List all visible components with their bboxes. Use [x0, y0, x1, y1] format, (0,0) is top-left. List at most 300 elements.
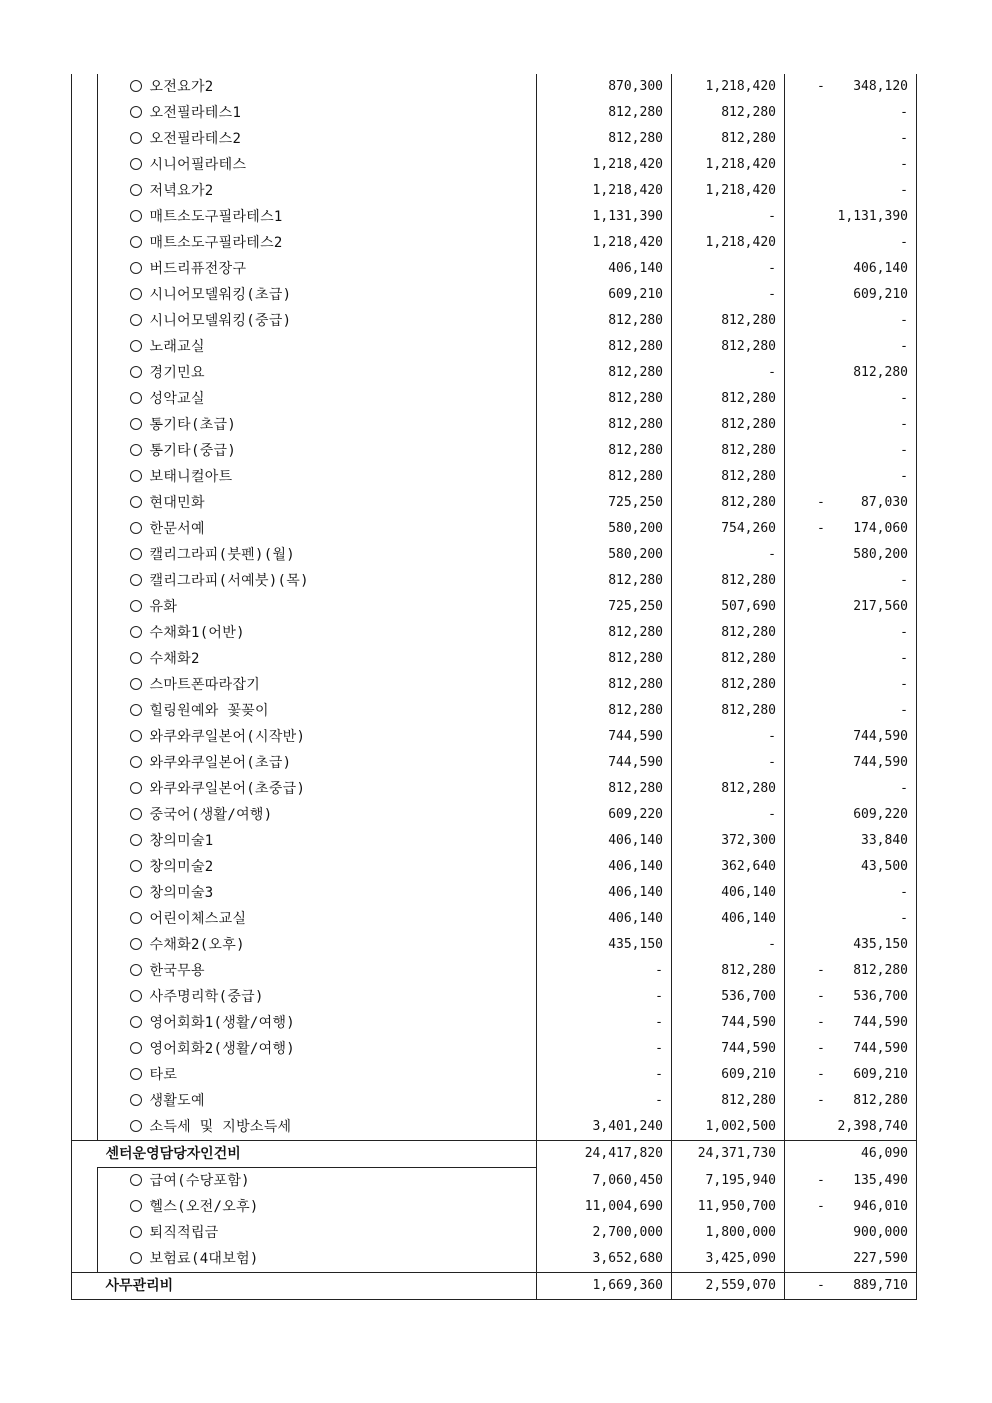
indent-outer: [72, 698, 98, 724]
item-label: 영어회화2(생활/여행): [149, 1041, 296, 1057]
item-label: 수채화1(어반): [149, 625, 245, 641]
item-label-cell: [120, 516, 537, 542]
indent-outer: [72, 334, 98, 360]
indent-inner: [98, 1088, 120, 1114]
budget-cell: 725,250: [537, 594, 672, 620]
variance-cell: [785, 1168, 917, 1195]
budget-cell: 406,140: [537, 854, 672, 880]
actual-cell: 812,280: [672, 464, 785, 490]
variance-cell: [785, 1062, 917, 1088]
item-label-cell: [120, 568, 537, 594]
negative-sign: -: [817, 1172, 825, 1188]
budget-cell: 725,250: [537, 490, 672, 516]
circle-bullet-icon: [130, 236, 142, 248]
item-label-cell: [120, 308, 537, 334]
actual-cell: -: [672, 204, 785, 230]
line-item-row: [72, 542, 917, 568]
indent-inner: [98, 152, 120, 178]
item-label: 버드리퓨전장구: [149, 261, 247, 277]
actual-cell: 812,280: [672, 334, 785, 360]
variance-cell: [785, 100, 917, 126]
circle-bullet-icon: [130, 106, 142, 118]
indent-outer: [72, 958, 98, 984]
indent-outer: [72, 1114, 98, 1141]
item-label: 오전요가2: [149, 79, 214, 95]
variance-value: 900,000: [853, 1225, 908, 1240]
variance-cell: [785, 308, 917, 334]
variance-cell: [785, 646, 917, 672]
circle-bullet-icon: [130, 1226, 142, 1238]
budget-cell: 406,140: [537, 880, 672, 906]
indent-inner: [98, 724, 120, 750]
item-label-cell: [120, 490, 537, 516]
variance-value: -: [900, 131, 908, 146]
variance-value: 43,500: [861, 859, 908, 874]
item-label-cell: [120, 906, 537, 932]
indent-outer: [72, 308, 98, 334]
line-item-row: [72, 74, 917, 100]
variance-value: 435,150: [853, 937, 908, 952]
indent-outer: [72, 724, 98, 750]
variance-value: -: [900, 313, 908, 328]
budget-cell: 609,210: [537, 282, 672, 308]
item-label-cell: [120, 1062, 537, 1088]
indent-outer: [72, 360, 98, 386]
circle-bullet-icon: [130, 288, 142, 300]
indent-inner: [98, 984, 120, 1010]
item-label-cell: [120, 282, 537, 308]
item-label-cell: [120, 1220, 537, 1246]
variance-value: 580,200: [853, 547, 908, 562]
section-header-row: [72, 1273, 917, 1300]
variance-cell: [785, 1220, 917, 1246]
budget-cell: 744,590: [537, 750, 672, 776]
item-label: 영어회화1(생활/여행): [149, 1015, 296, 1031]
actual-cell: 362,640: [672, 854, 785, 880]
variance-cell: [785, 932, 917, 958]
indent-inner: [98, 542, 120, 568]
indent-inner: [98, 828, 120, 854]
indent-outer: [72, 152, 98, 178]
budget-cell: 812,280: [537, 100, 672, 126]
line-item-row: [72, 802, 917, 828]
item-label: 수채화2: [149, 651, 200, 667]
indent-inner: [98, 568, 120, 594]
variance-value: -: [900, 391, 908, 406]
indent-inner: [98, 360, 120, 386]
item-label-cell: [120, 1168, 537, 1195]
item-label: 보험료(4대보험): [149, 1251, 259, 1267]
indent-outer: [72, 230, 98, 256]
negative-sign: -: [817, 1041, 825, 1056]
actual-cell: 536,700: [672, 984, 785, 1010]
item-label: 저녁요가2: [149, 183, 214, 199]
item-label-cell: [120, 126, 537, 152]
budget-cell: 3,652,680: [537, 1246, 672, 1273]
variance-value: 87,030: [861, 495, 908, 510]
variance-cell: [785, 672, 917, 698]
negative-sign: -: [817, 495, 825, 510]
actual-cell: -: [672, 256, 785, 282]
variance-value: -: [900, 235, 908, 250]
circle-bullet-icon: [130, 80, 142, 92]
line-item-row: [72, 1088, 917, 1114]
indent-inner: [98, 1114, 120, 1141]
item-label: 경기민요: [149, 365, 205, 381]
indent-inner: [98, 802, 120, 828]
item-label: 시니어모델워킹(중급): [149, 313, 292, 329]
budget-cell: 812,280: [537, 308, 672, 334]
actual-cell: 812,280: [672, 126, 785, 152]
variance-value: 744,590: [853, 729, 908, 744]
variance-cell: [785, 1141, 917, 1168]
item-label: 노래교실: [149, 339, 205, 355]
actual-cell: -: [672, 360, 785, 386]
circle-bullet-icon: [130, 1252, 142, 1264]
actual-cell: -: [672, 750, 785, 776]
section-indent: [72, 1141, 98, 1168]
variance-value: 217,560: [853, 599, 908, 614]
indent-inner: [98, 1168, 120, 1195]
circle-bullet-icon: [130, 184, 142, 196]
negative-sign: -: [817, 963, 825, 978]
actual-cell: 1,218,420: [672, 152, 785, 178]
variance-value: 33,840: [861, 833, 908, 848]
budget-cell: 609,220: [537, 802, 672, 828]
variance-value: 744,590: [853, 1041, 908, 1056]
item-label: 현대민화: [149, 495, 205, 511]
actual-cell: 812,280: [672, 1088, 785, 1114]
indent-outer: [72, 802, 98, 828]
item-label-cell: [120, 620, 537, 646]
indent-outer: [72, 464, 98, 490]
item-label-cell: [120, 776, 537, 802]
indent-outer: [72, 750, 98, 776]
indent-inner: [98, 932, 120, 958]
section-header-row: [72, 1141, 917, 1168]
indent-inner: [98, 412, 120, 438]
variance-cell: [785, 490, 917, 516]
item-label: 수채화2(오후): [149, 937, 245, 953]
indent-inner: [98, 308, 120, 334]
variance-cell: [785, 802, 917, 828]
line-item-row: [72, 1010, 917, 1036]
variance-value: -: [900, 339, 908, 354]
variance-value: -: [900, 157, 908, 172]
variance-value: -: [900, 625, 908, 640]
circle-bullet-icon: [130, 496, 142, 508]
line-item-row: [72, 490, 917, 516]
budget-cell: -: [537, 984, 672, 1010]
circle-bullet-icon: [130, 158, 142, 170]
variance-value: 536,700: [853, 989, 908, 1004]
indent-inner: [98, 464, 120, 490]
circle-bullet-icon: [130, 1200, 142, 1212]
item-label-cell: [120, 958, 537, 984]
line-item-row: [72, 282, 917, 308]
variance-cell: [785, 698, 917, 724]
variance-value: -: [900, 417, 908, 432]
variance-value: 46,090: [861, 1146, 908, 1162]
indent-inner: [98, 1036, 120, 1062]
item-label: 창의미술2: [149, 859, 214, 875]
item-label: 타로: [149, 1067, 178, 1083]
line-item-row: [72, 672, 917, 698]
indent-inner: [98, 74, 120, 100]
indent-outer: [72, 100, 98, 126]
line-item-row: [72, 334, 917, 360]
item-label: 힐링원예와 꽃꽂이: [149, 703, 269, 719]
budget-cell: 744,590: [537, 724, 672, 750]
indent-outer: [72, 906, 98, 932]
indent-outer: [72, 568, 98, 594]
circle-bullet-icon: [130, 912, 142, 924]
line-item-row: [72, 906, 917, 932]
variance-value: 135,490: [853, 1172, 908, 1188]
circle-bullet-icon: [130, 1068, 142, 1080]
line-item-row: [72, 464, 917, 490]
indent-inner: [98, 334, 120, 360]
budget-cell: 406,140: [537, 256, 672, 282]
variance-value: 744,590: [853, 755, 908, 770]
circle-bullet-icon: [130, 704, 142, 716]
line-item-row: [72, 750, 917, 776]
variance-cell: [785, 438, 917, 464]
variance-value: 609,210: [853, 1067, 908, 1082]
item-label: 창의미술3: [149, 885, 214, 901]
line-item-row: [72, 100, 917, 126]
actual-cell: 1,800,000: [672, 1220, 785, 1246]
budget-cell: 812,280: [537, 672, 672, 698]
indent-inner: [98, 646, 120, 672]
indent-outer: [72, 1220, 98, 1246]
variance-cell: [785, 828, 917, 854]
item-label: 매트소도구필라테스2: [149, 235, 283, 251]
circle-bullet-icon: [130, 1174, 142, 1186]
budget-cell: 24,417,820: [537, 1141, 672, 1168]
variance-value: -: [900, 469, 908, 484]
indent-inner: [98, 1062, 120, 1088]
variance-cell: [785, 516, 917, 542]
line-item-row: [72, 256, 917, 282]
line-item-row: [72, 958, 917, 984]
item-label: 보태니컬아트: [149, 469, 233, 485]
indent-outer: [72, 932, 98, 958]
budget-cell: 435,150: [537, 932, 672, 958]
variance-value: 889,710: [853, 1278, 908, 1293]
line-item-row: [72, 1062, 917, 1088]
circle-bullet-icon: [130, 262, 142, 274]
section-label: 센터운영담당자인건비: [98, 1141, 537, 1168]
variance-value: 744,590: [853, 1015, 908, 1030]
variance-value: -: [900, 573, 908, 588]
negative-sign: -: [817, 1278, 825, 1293]
variance-cell: [785, 906, 917, 932]
indent-outer: [72, 516, 98, 542]
variance-value: 227,590: [853, 1251, 908, 1266]
actual-cell: 812,280: [672, 646, 785, 672]
actual-cell: 812,280: [672, 776, 785, 802]
variance-cell: [785, 1036, 917, 1062]
indent-outer: [72, 256, 98, 282]
circle-bullet-icon: [130, 1094, 142, 1106]
circle-bullet-icon: [130, 990, 142, 1002]
actual-cell: 3,425,090: [672, 1246, 785, 1273]
indent-outer: [72, 828, 98, 854]
circle-bullet-icon: [130, 210, 142, 222]
indent-outer: [72, 1036, 98, 1062]
variance-cell: [785, 1088, 917, 1114]
item-label: 유화: [149, 599, 178, 615]
indent-inner: [98, 958, 120, 984]
negative-sign: -: [817, 1093, 825, 1108]
item-label: 창의미술1: [149, 833, 214, 849]
item-label-cell: [120, 1194, 537, 1220]
indent-inner: [98, 880, 120, 906]
indent-inner: [98, 906, 120, 932]
indent-outer: [72, 854, 98, 880]
actual-cell: 812,280: [672, 386, 785, 412]
actual-cell: -: [672, 542, 785, 568]
actual-cell: 609,210: [672, 1062, 785, 1088]
budget-cell: 812,280: [537, 646, 672, 672]
item-label-cell: [120, 646, 537, 672]
actual-cell: -: [672, 282, 785, 308]
indent-inner: [98, 100, 120, 126]
indent-outer: [72, 178, 98, 204]
variance-value: 812,280: [853, 963, 908, 978]
line-item-row: [72, 308, 917, 334]
variance-value: 946,010: [853, 1199, 908, 1214]
line-item-row: [72, 438, 917, 464]
budget-cell: 812,280: [537, 360, 672, 386]
indent-outer: [72, 1062, 98, 1088]
actual-cell: 812,280: [672, 490, 785, 516]
line-item-row: [72, 1220, 917, 1246]
budget-table: [71, 74, 917, 1300]
indent-outer: [72, 438, 98, 464]
item-label: 생활도예: [149, 1093, 205, 1109]
actual-cell: 1,218,420: [672, 230, 785, 256]
item-label-cell: [120, 74, 537, 100]
negative-sign: -: [817, 79, 825, 94]
negative-sign: -: [817, 1015, 825, 1030]
circle-bullet-icon: [130, 1016, 142, 1028]
variance-cell: [785, 412, 917, 438]
indent-inner: [98, 516, 120, 542]
variance-cell: [785, 984, 917, 1010]
line-item-row: [72, 854, 917, 880]
line-item-row: [72, 698, 917, 724]
line-item-row: [72, 126, 917, 152]
budget-cell: 812,280: [537, 126, 672, 152]
item-label-cell: [120, 100, 537, 126]
item-label: 퇴직적립금: [149, 1225, 219, 1241]
circle-bullet-icon: [130, 132, 142, 144]
budget-cell: 812,280: [537, 698, 672, 724]
budget-cell: 1,669,360: [537, 1273, 672, 1300]
indent-inner: [98, 386, 120, 412]
actual-cell: 744,590: [672, 1036, 785, 1062]
variance-cell: [785, 282, 917, 308]
variance-cell: [785, 204, 917, 230]
actual-cell: 754,260: [672, 516, 785, 542]
line-item-row: [72, 230, 917, 256]
budget-cell: 11,004,690: [537, 1194, 672, 1220]
budget-cell: 812,280: [537, 438, 672, 464]
indent-inner: [98, 1194, 120, 1220]
line-item-row: [72, 568, 917, 594]
variance-value: 174,060: [853, 521, 908, 536]
variance-value: 609,220: [853, 807, 908, 822]
budget-cell: -: [537, 1088, 672, 1114]
item-label: 와쿠와쿠일본어(시작반): [149, 729, 306, 745]
variance-value: 348,120: [853, 79, 908, 94]
variance-value: -: [900, 443, 908, 458]
line-item-row: [72, 1194, 917, 1220]
variance-cell: [785, 568, 917, 594]
line-item-row: [72, 1036, 917, 1062]
line-item-row: [72, 1246, 917, 1273]
variance-cell: [785, 776, 917, 802]
variance-cell: [785, 152, 917, 178]
actual-cell: 812,280: [672, 308, 785, 334]
negative-sign: -: [817, 989, 825, 1004]
actual-cell: 1,002,500: [672, 1114, 785, 1141]
variance-cell: [785, 1273, 917, 1300]
circle-bullet-icon: [130, 574, 142, 586]
variance-cell: [785, 360, 917, 386]
actual-cell: 24,371,730: [672, 1141, 785, 1168]
variance-value: 812,280: [853, 1093, 908, 1108]
actual-cell: 812,280: [672, 698, 785, 724]
item-label-cell: [120, 828, 537, 854]
indent-outer: [72, 1194, 98, 1220]
indent-outer: [72, 490, 98, 516]
indent-inner: [98, 750, 120, 776]
line-item-row: [72, 516, 917, 542]
line-item-row: [72, 152, 917, 178]
actual-cell: -: [672, 724, 785, 750]
item-label: 급여(수당포함): [149, 1173, 250, 1189]
item-label: 매트소도구필라테스1: [149, 209, 283, 225]
circle-bullet-icon: [130, 418, 142, 430]
actual-cell: 812,280: [672, 412, 785, 438]
item-label-cell: [120, 594, 537, 620]
circle-bullet-icon: [130, 808, 142, 820]
circle-bullet-icon: [130, 886, 142, 898]
indent-inner: [98, 854, 120, 880]
budget-cell: 870,300: [537, 74, 672, 100]
budget-cell: 812,280: [537, 334, 672, 360]
item-label: 오전필라테스2: [149, 131, 242, 147]
item-label-cell: [120, 334, 537, 360]
item-label-cell: [120, 542, 537, 568]
variance-value: -: [900, 911, 908, 926]
actual-cell: 406,140: [672, 906, 785, 932]
item-label-cell: [120, 698, 537, 724]
actual-cell: 812,280: [672, 568, 785, 594]
item-label-cell: [120, 724, 537, 750]
item-label: 스마트폰따라잡기: [149, 677, 261, 693]
indent-inner: [98, 178, 120, 204]
item-label-cell: [120, 1010, 537, 1036]
budget-cell: -: [537, 1062, 672, 1088]
circle-bullet-icon: [130, 756, 142, 768]
budget-cell: 406,140: [537, 828, 672, 854]
circle-bullet-icon: [130, 600, 142, 612]
line-item-row: [72, 880, 917, 906]
